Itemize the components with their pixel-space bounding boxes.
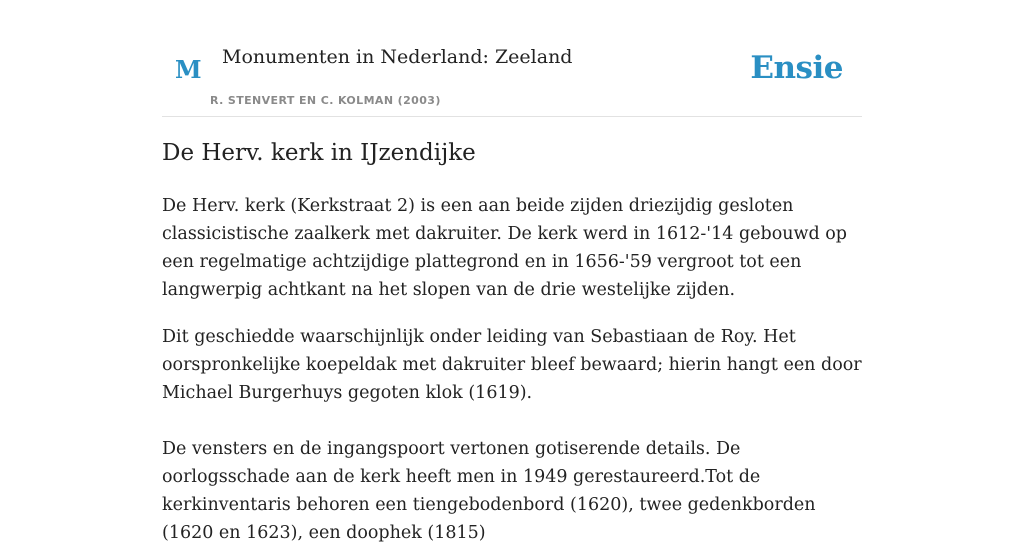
book-title[interactable]: Monumenten in Nederland: Zeeland [222,46,573,68]
book-monogram-link[interactable]: M [175,55,202,84]
book-header [162,0,862,117]
article-paragraph: Dit geschiedde waarschijnlijk onder leiding van Sebastiaan de Roy. Het oorspronkelijke koepeldak met dakruiter bleef bewaard; hierin hangt een door Michael Burgerhuys gegoten klok (1619). [162,327,862,403]
book-authors: R. STENVERT EN C. KOLMAN (2003) [210,94,441,107]
article-paragraph: De vensters en de ingangspoort vertonen gotiserende details. De oorlogsschade aan de kerk heeft men in 1949 gerestaureerd.Tot de kerkinventaris behoren een tiengebodenbord (1620), twee gedenkborden (1620 en 1623), een doophek (1815) [162,439,816,543]
article-paragraph: De Herv. kerk (Kerkstraat 2) is een aan beide zijden driezijdig gesloten classicistische zaalkerk met dakruiter. De kerk werd in 1612-'14 gebouwd op een regelmatige achtzijdige plattegrond en in 1656-'59 vergroot tot een langwerpig achtkant na het slopen van de drie westelijke zijden. [162,196,848,300]
ensie-logo[interactable]: Ensie [750,50,843,86]
page [162,0,862,543]
article-body [162,192,862,547]
article-title: De Herv. kerk in IJzendijke [162,140,476,166]
